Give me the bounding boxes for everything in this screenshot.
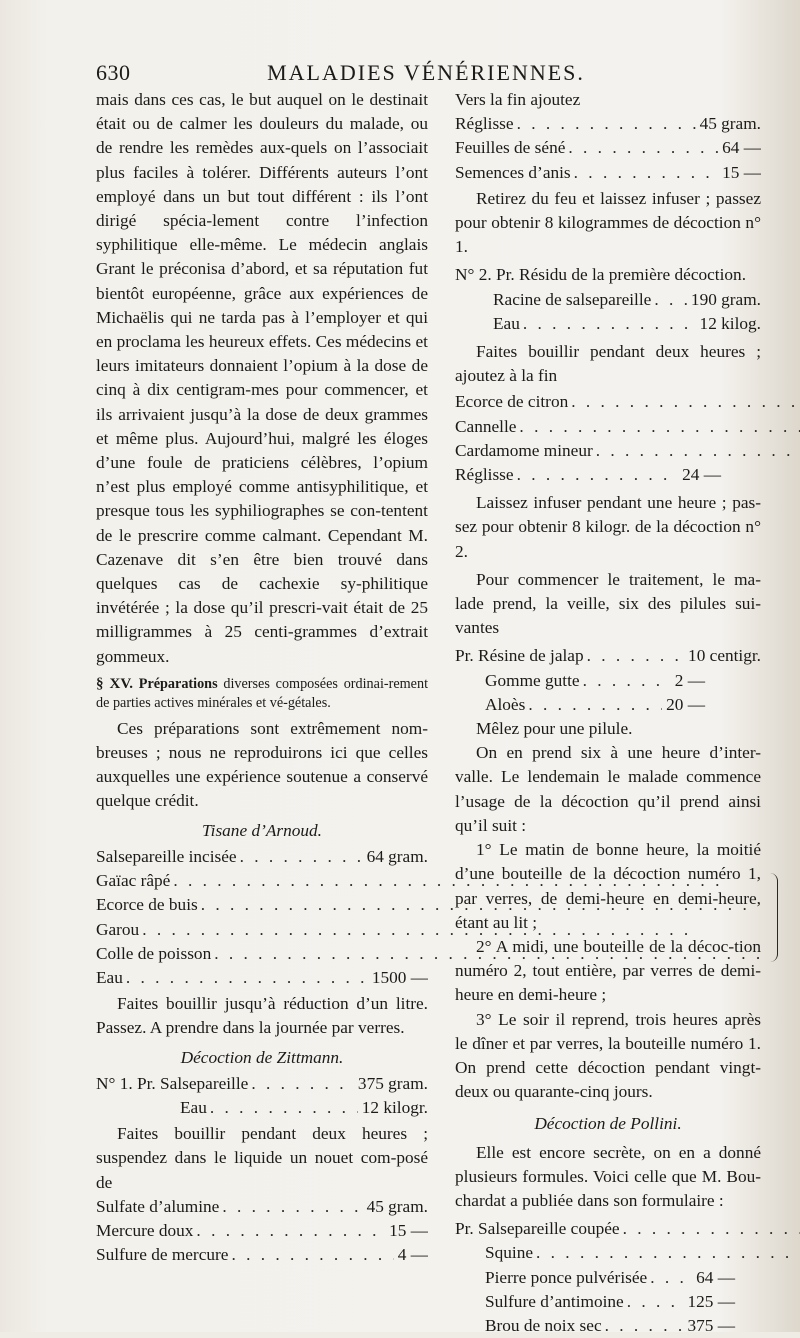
ingredient-qty: 15 — <box>722 162 761 182</box>
ingredient-qty: 190 gram. <box>690 289 761 309</box>
ingredient-row <box>96 1243 428 1267</box>
leader-dots <box>514 112 696 136</box>
page-number: 630 <box>96 60 131 85</box>
paragraph-pollini: Elle est encore secrète, on en a donné plusieurs formules. Voici celle que M. Bou-chardat a publiée dans son formulaire : <box>455 1142 761 1210</box>
group-items <box>455 390 800 463</box>
paragraph-step-2: 2° A midi, une bouteille de la décoc-tion numéro 2, tout entière, par verres de demi-heure en demi-heure ; <box>455 936 761 1005</box>
ingredient-qty: 15 — <box>389 1220 428 1240</box>
recipe-title-pollini: Décoction de Pollini. <box>534 1114 682 1134</box>
ingredient-row <box>455 112 761 136</box>
ingredient-group <box>455 1217 761 1265</box>
leader-dots <box>565 136 718 160</box>
ingredient-name: Aloès <box>485 694 526 714</box>
paragraph-step-1: 1° Le matin de bonne heure, la moitié d’une bouteille de la décoction numéro 1, par verres, de demi-heure en demi-heure, étant au lit ; <box>455 840 761 932</box>
ingredient-qty: 10 centigr. <box>688 646 761 666</box>
paragraph-boil: Faites bouillir pendant deux heures ; ajoutez à la fin <box>455 342 761 386</box>
ingredient-qty: 12 kilogr. <box>361 1097 428 1117</box>
leader-dots <box>237 845 363 869</box>
ingredient-qty: 4 — <box>397 1245 428 1265</box>
ingredient-qty: 64 — <box>696 1267 735 1287</box>
ingredient-row <box>455 669 761 693</box>
ingredient-qty: 64 gram. <box>366 846 428 866</box>
ingredient-row <box>96 845 428 869</box>
ingredient-row <box>455 288 761 312</box>
leader-dots <box>193 1219 385 1243</box>
ingredient-name: Garou <box>96 919 140 939</box>
group-note-qty <box>784 918 800 940</box>
paragraph-decoction-1: Retirez du feu et laissez infuser ; passez pour obtenir 8 kilogrammes de décoction n° 1. <box>455 188 761 257</box>
brace <box>765 873 778 962</box>
group-note-each <box>784 896 800 918</box>
ingredient-qty: 2 — <box>674 670 705 690</box>
ingredient-group <box>96 869 428 966</box>
recipe-line-n2: N° 2. Pr. Résidu de la première décoction. <box>455 265 747 285</box>
ingredient-name: Eau <box>96 967 123 987</box>
paragraph-step-3: 3° Le soir il reprend, trois heures après le dîner et par verres, la bouteille numéro 1. On prend cette décoction pendant vingt-deux ou quarante-cinq jours. <box>455 1009 761 1102</box>
ingredient-name: Réglisse <box>455 465 514 485</box>
ingredient-name: Feuilles de séné <box>455 138 566 158</box>
ingredient-row <box>455 1266 761 1290</box>
paragraph-opium: mais dans ces cas, le but auquel on le destinait était ou de calmer les douleurs du malade, ou de rendre les remèdes aux-quels on l’associait plus faciles à tolérer. Différents auteurs l’ont employé dans un but tout différent : ils l’ont dirigé spécia-lement contre l’infection syphilitique elle-même. Le médecin anglais Grant le préconisa d’abord, et sa réputation fut bientôt européenne, grâce aux expériences de Michaëlis qui ne tarda pas à l’employer et qui en proclama les heureux effets. Ces médecins et leurs imitateurs donnaient l’opium à la dose de cinq à dix centigram-mes pour commencer, et ils arrivaient jusqu’à la dose de deux grammes et même plus. Aujourd’hui, malgré les éloges d’une foule de praticiens célèbres, l’opium n’est plus employé comme antisyphilitique, et presque tous les syphiliographes se con-tentent de le prescrire comme calmant. Cependant M. Cazenave dit s’en être bien trouvé dans quelques cas de cachexie sy-philitique invétérée ; la dose qu’il prescri-vait était de 25 milligrammes à 25 centi-grammes d’extrait gommeux. <box>96 90 428 666</box>
ingredient-row <box>455 463 761 487</box>
ingredient-name: Ecorce de buis <box>96 895 198 915</box>
ingredient-row <box>455 693 761 717</box>
ingredient-qty: 20 — <box>666 694 705 714</box>
paragraph-preparations: Ces préparations sont extrêmement nom-breuses ; nous ne reproduirons ici que celles auxquelles une expérience soutenue a conservé quelque crédit. <box>96 718 428 811</box>
leader-dots <box>620 1217 800 1241</box>
ingredient-qty: 45 gram. <box>366 1196 428 1216</box>
paragraph-arnoud-instructions: Faites bouillir jusqu’à réduction d’un litre. Passez. A prendre dans la journée par verres. <box>96 994 428 1038</box>
leader-dots <box>602 1314 684 1338</box>
ingredient-row <box>455 390 800 414</box>
section-number: § XV. <box>96 675 133 692</box>
ingredient-name: Racine de salsepareille <box>493 289 652 309</box>
leader-dots <box>514 463 679 487</box>
ingredient-row <box>455 1217 800 1241</box>
ingredient-name: Pr. Résine de jalap <box>455 646 584 666</box>
leader-dots <box>624 1290 684 1314</box>
ingredient-name: Gaïac râpé <box>96 871 171 891</box>
leader-dots <box>568 390 800 414</box>
ingredient-name: Squine <box>485 1243 534 1263</box>
recipe-title-arnoud: Tisane d’Arnoud. <box>201 820 322 840</box>
leader-dots <box>207 1096 358 1120</box>
ingredient-row <box>96 966 428 990</box>
ingredient-name: Semences d’anis <box>455 162 571 182</box>
ingredient-qty: 375 — <box>687 1315 735 1335</box>
ingredient-name: Eau <box>180 1097 207 1117</box>
paragraph-schedule: On en prend six à une heure d’inter-valle. Le lendemain le malade commence l’usage de la décoction qu’il prend ainsi qu’il suit : <box>455 743 761 835</box>
section-heading <box>96 675 428 713</box>
leader-dots <box>593 439 800 463</box>
ingredient-name: Sulfure de mercure <box>96 1245 229 1265</box>
section-title: Préparations <box>138 675 218 692</box>
group-quantity <box>784 869 800 966</box>
ingredient-row <box>455 1314 761 1338</box>
ingredient-qty: 1500 — <box>371 967 428 987</box>
ingredient-name: Mercure doux <box>96 1220 194 1240</box>
ingredient-qty: 125 — <box>687 1291 735 1311</box>
ingredient-name: Réglisse <box>455 114 514 134</box>
ingredient-row <box>96 1219 428 1243</box>
leader-dots <box>228 1243 393 1267</box>
paragraph-infuse: Laissez infuser pendant une heure ; pas-sez pour obtenir 8 kilogr. de la décoction n° 2. <box>455 493 761 561</box>
ingredient-name: Eau <box>493 313 520 333</box>
ingredient-name: Pierre ponce pulvérisée <box>485 1267 648 1287</box>
ingredient-name: Pr. Salsepareille coupée <box>455 1219 620 1239</box>
leader-dots <box>248 1072 354 1096</box>
right-column <box>455 88 761 1338</box>
ingredient-name: Cardamome mineur <box>455 440 593 460</box>
ingredient-qty: 64 — <box>722 138 761 158</box>
ingredient-row <box>455 136 761 160</box>
leader-dots <box>584 644 684 668</box>
ingredient-row <box>455 644 761 668</box>
ingredient-name: Colle de poisson <box>96 943 212 963</box>
ingredient-row <box>455 161 761 185</box>
ingredient-name: Ecorce de citron <box>455 392 569 412</box>
leader-dots <box>123 966 368 990</box>
ingredient-name: Sulfate d’alumine <box>96 1196 220 1216</box>
ingredient-row <box>96 1195 428 1219</box>
ingredient-row <box>96 1072 428 1096</box>
ingredient-qty: 375 gram. <box>357 1073 428 1093</box>
running-title: MALADIES VÉNÉRIENNES. <box>267 60 585 85</box>
ingredient-name: Sulfure d’antimoine <box>485 1291 624 1311</box>
ingredient-qty: 24 — <box>682 465 721 485</box>
paragraph-zittmann-instructions: Faites bouillir pendant deux heures ; suspendez dans le liquide un nouet com-posé de <box>96 1124 428 1192</box>
leader-dots <box>580 669 671 693</box>
ingredient-row <box>455 312 761 336</box>
ingredient-group <box>455 390 761 463</box>
section-subtitle: diverses composées ordinai-rement de parties actives minérales et vé-gétales. <box>96 675 429 711</box>
ingredient-name: Cannelle <box>455 416 517 436</box>
ingredient-row <box>455 439 800 463</box>
leader-dots <box>219 1195 362 1219</box>
leader-dots <box>571 161 718 185</box>
ingredient-qty: 12 kilog. <box>699 313 761 333</box>
intro-line: Vers la fin ajoutez <box>455 90 581 109</box>
leader-dots <box>533 1241 800 1265</box>
ingredient-qty: 45 gram. <box>699 114 761 134</box>
leader-dots <box>651 288 687 312</box>
ingredient-name: Salsepareille incisée <box>96 846 237 866</box>
leader-dots <box>520 312 696 336</box>
group-items <box>455 1217 800 1265</box>
ingredient-row <box>455 1290 761 1314</box>
ingredient-name: N° 1. Pr. Salsepareille <box>96 1073 249 1093</box>
ingredient-row <box>455 415 800 439</box>
ingredient-name: Gomme gutte <box>485 670 580 690</box>
recipe-title-zittmann: Décoction de Zittmann. <box>180 1047 344 1067</box>
ingredient-row <box>455 1241 800 1265</box>
left-column <box>96 88 428 1267</box>
leader-dots <box>516 415 800 439</box>
ingredient-row <box>96 1096 428 1120</box>
paragraph-mix: Mêlez pour une pilule. <box>476 719 633 739</box>
leader-dots <box>647 1266 692 1290</box>
paragraph-treatment: Pour commencer le traitement, le ma-lade prend, la veille, six des pilules sui-vantes <box>455 569 761 638</box>
ingredient-name: Brou de noix sec <box>485 1315 602 1335</box>
leader-dots <box>525 693 662 717</box>
